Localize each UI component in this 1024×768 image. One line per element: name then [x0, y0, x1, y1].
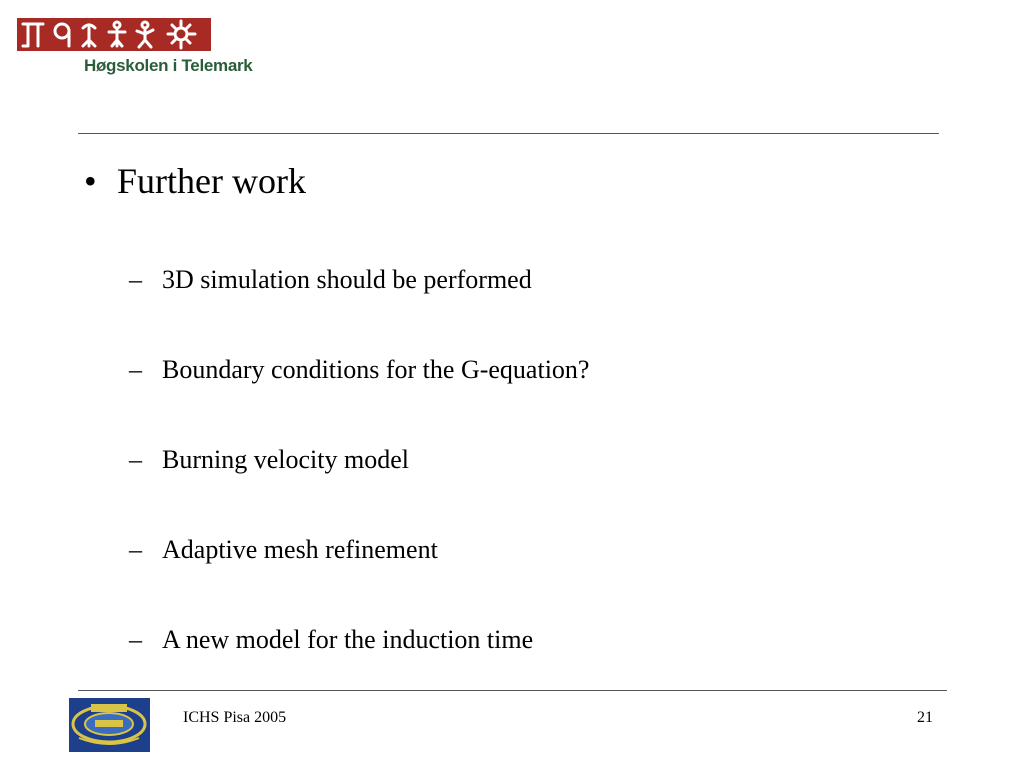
dash-marker: –: [129, 355, 142, 384]
sub-bullet-list: [129, 263, 589, 713]
dash-marker: –: [129, 625, 142, 654]
list-item: [129, 263, 589, 353]
heading-bullet-item: [84, 160, 306, 202]
slide-heading: Further work: [117, 161, 306, 201]
dash-marker: –: [129, 445, 142, 474]
ichs-badge-icon: [69, 698, 150, 752]
bottom-divider: [78, 690, 947, 691]
list-item: [129, 533, 589, 623]
list-item: [129, 443, 589, 533]
school-name: Høgskolen i Telemark: [84, 56, 253, 75]
list-item-text: A new model for the induction time: [162, 625, 534, 654]
list-item-text: Burning velocity model: [162, 445, 409, 474]
list-item-text: Boundary conditions for the G-equation?: [162, 355, 590, 384]
footer-conference: ICHS Pisa 2005: [183, 709, 287, 726]
list-item: [129, 353, 589, 443]
rune-symbols-icon: [17, 18, 211, 51]
telemark-rune-logo: [17, 18, 211, 51]
list-item-text: 3D simulation should be performed: [162, 265, 532, 294]
list-item: [129, 623, 589, 713]
footer-page-number: 21: [917, 709, 933, 726]
bullet-marker: •: [84, 161, 97, 201]
dash-marker: –: [129, 265, 142, 294]
dash-marker: –: [129, 535, 142, 564]
ichs-conference-logo: [69, 698, 150, 752]
list-item-text: Adaptive mesh refinement: [162, 535, 438, 564]
top-divider: [78, 133, 939, 134]
